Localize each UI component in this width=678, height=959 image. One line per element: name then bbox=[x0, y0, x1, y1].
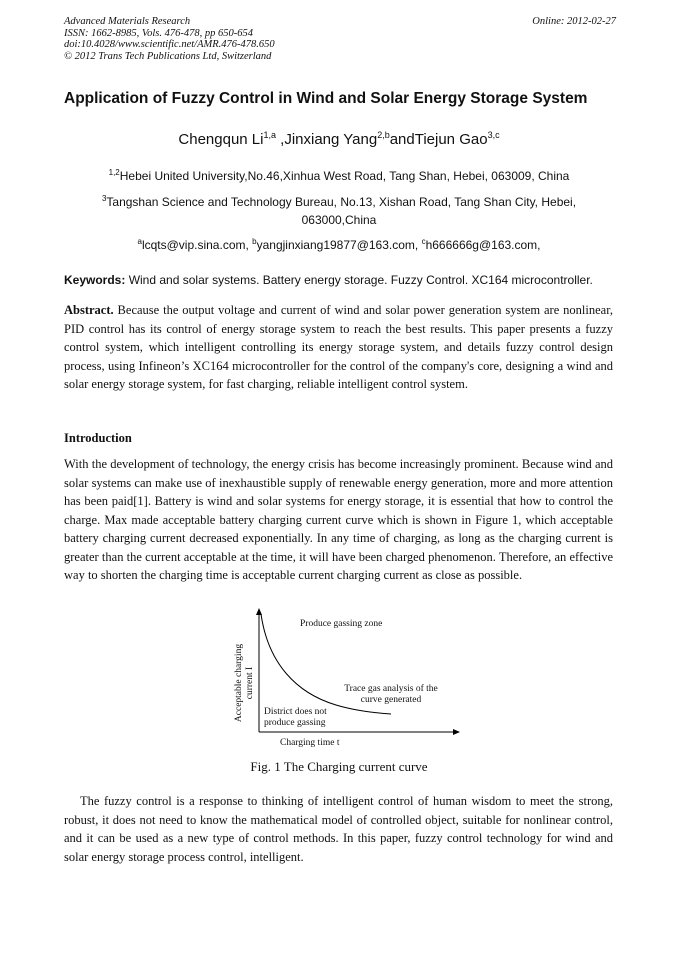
author-name: andTiejun Gao bbox=[389, 131, 488, 148]
introduction-paragraph-1: With the development of technology, the energy crisis has become increasingly prominent. Because wind and solar systems can make use of inexhaustible supply of renewable energy generation, more and more attention has been paid[1]. Battery is wind and solar systems for energy storage, it is essential that how to control the charge. Max made acceptable battery charging current curve which is shown in Figure 1, which acceptable battery charging current decreased exponentially. In any time of charging, as long as the charging current is greater than the current acceptable at the time, it will have been charged phenomenon. Therefore, an effective way to shorten the charging time is acceptable current charging current as close as possible. bbox=[64, 457, 613, 582]
copyright-line: © 2012 Trans Tech Publications Ltd, Switzerland bbox=[64, 50, 272, 62]
trace-gas-label bbox=[336, 684, 446, 706]
figure-caption: Fig. 1 The Charging current curve bbox=[250, 759, 428, 774]
gassing-zone-label: Produce gassing zone bbox=[300, 619, 383, 629]
y-axis-label bbox=[234, 632, 255, 723]
online-date: Online: 2012-02-27 bbox=[532, 16, 616, 27]
running-header bbox=[64, 16, 616, 62]
author-name: ,Jinxiang Yang bbox=[276, 131, 378, 148]
paper-title: Application of Fuzzy Control in Wind and Solar Energy Storage System bbox=[64, 90, 588, 107]
affiliation-1 bbox=[80, 164, 598, 185]
affiliation-text: Tangshan Science and Technology Bureau, No.13, Xishan Road, Tang Shan City, Hebei, 063000,China bbox=[106, 195, 577, 227]
abstract-label: Abstract. bbox=[64, 303, 114, 317]
x-axis-label: Charging time t bbox=[280, 738, 340, 748]
affiliation-text: Hebei United University,No.46,Xinhua West Road, Tang Shan, Hebei, 063009, China bbox=[119, 169, 570, 183]
issn-line: ISSN: 1662-8985, Vols. 476-478, pp 650-654 bbox=[64, 27, 253, 39]
author-list bbox=[0, 130, 678, 148]
email-superscript: c bbox=[421, 237, 426, 246]
x-axis-arrow bbox=[453, 729, 460, 735]
affiliation-2 bbox=[80, 190, 598, 229]
y-axis-label-line: Acceptable charging bbox=[234, 643, 244, 723]
journal-name: Advanced Materials Research bbox=[64, 16, 191, 27]
no-gassing-label-line: District does not bbox=[264, 707, 327, 717]
y-axis-arrow bbox=[256, 608, 262, 615]
no-gassing-label bbox=[264, 707, 327, 729]
doi-line: doi:10.4028/www.scientific.net/AMR.476-478.650 bbox=[64, 39, 275, 50]
abstract-paragraph bbox=[64, 301, 613, 394]
author-superscript: 2,b bbox=[377, 130, 390, 140]
author-superscript: 3,c bbox=[487, 130, 500, 140]
email-address: h666666g@163.com, bbox=[425, 238, 541, 252]
email-list bbox=[80, 233, 598, 254]
affiliation-superscript: 1,2 bbox=[108, 168, 120, 177]
trace-gas-label-line: curve generated bbox=[360, 695, 422, 705]
email-address: lcqts@vip.sina.com, bbox=[141, 238, 253, 252]
affiliation-superscript: 3 bbox=[101, 194, 107, 203]
email-superscript: a bbox=[137, 237, 142, 246]
keywords-line bbox=[64, 273, 624, 287]
introduction-paragraph-2: The fuzzy control is a response to thinking of intelligent control of human wisdom to meet the strong, robust, it does not need to know the mathematical model of controlled object, suitable for nonlinear control, and it can be used as a new type of control methods. In this paper, fuzzy control technology for wind and solar energy storage process control, intelligent. bbox=[64, 794, 613, 864]
author-name: Chengqun Li bbox=[178, 131, 264, 148]
introduction-heading: Introduction bbox=[64, 431, 132, 445]
author-superscript: 1,a bbox=[263, 130, 276, 140]
keywords-label: Keywords: bbox=[64, 273, 126, 287]
abstract-text: Because the output voltage and current of wind and solar power generation system are nonlinear, PID control has its control of energy storage system to reach the best results. This paper presents a fuzzy control system, which intelligent controlling its energy storage system, and details fuzzy control design process, using Infineon’s XC164 microcontroller for the control of the company's core, designing a wind and solar energy storage system, for fast charging, reliable intelligent control system. bbox=[64, 303, 613, 391]
no-gassing-label-line: produce gassing bbox=[264, 718, 326, 728]
email-address: yangjinxiang19877@163.com, bbox=[256, 238, 422, 252]
y-axis-label-line: current I bbox=[245, 666, 255, 700]
keywords-text: Wind and solar systems. Battery energy storage. Fuzzy Control. XC164 microcontroller. bbox=[125, 273, 593, 287]
email-superscript: b bbox=[252, 237, 257, 246]
trace-gas-label-line: Trace gas analysis of the bbox=[344, 684, 438, 694]
figure-1 bbox=[226, 608, 466, 753]
